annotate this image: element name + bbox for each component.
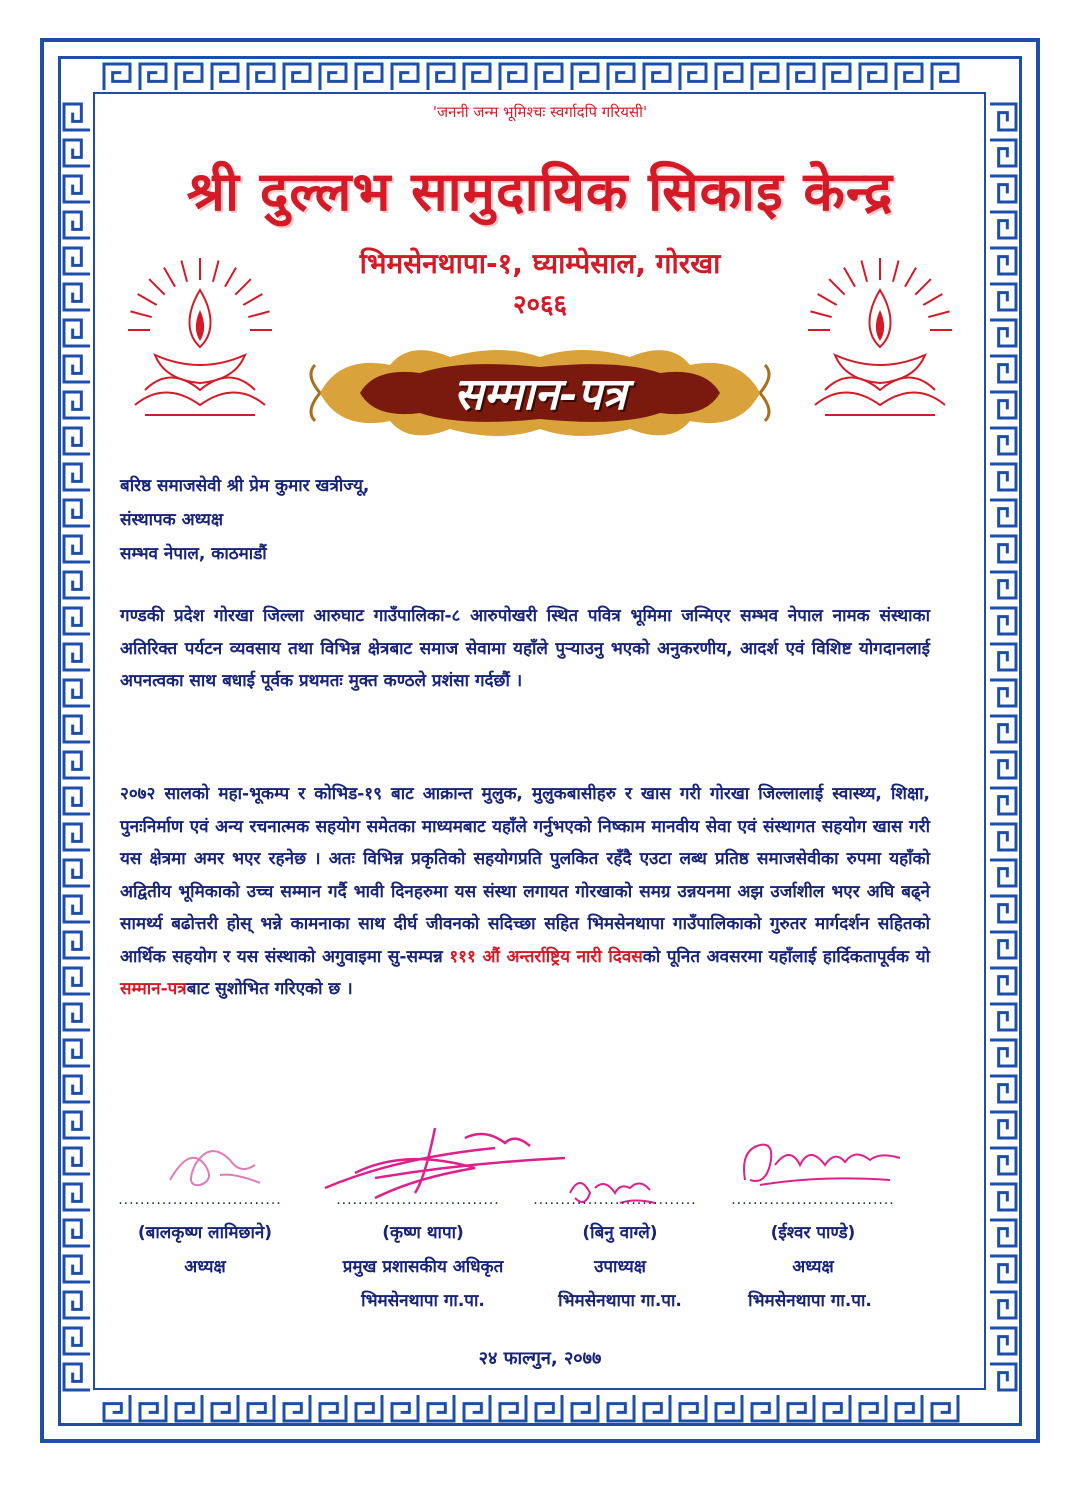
paragraph-text: को पूनित अवसरमा यहाँलाई हार्दिकतापूर्वक यो: [642, 946, 930, 967]
signatory-role: अध्यक्ष: [792, 1257, 834, 1277]
signatory-name: (ईश्वर पाण्डे): [770, 1223, 856, 1243]
paragraph-text: २०७२ सालको महा-भूकम्प र कोभिड-१९ बाट आक्रान्त मुलुक, मुलुकबासीहरु र खास गरी गोरखा जिल्लालाई स्वास्थ्य, शिक्षा, पुनःनिर्माण एवं अन्य रचनात्मक सहयोग समेतका माध्यमबाट यहाँले गर्नुभएको निष्काम मानवीय सेवा एवं संस्थागत सहयोग खास गरी यस क्षेत्रमा अमर भएर रहनेछ । अतः विभिन्न प्रकृतिको सहयोगप्रति पुलकित रहँदै एउटा लब्ध प्रतिष्ठ समाजसेवीका रुपमा यहाँको अद्वितीय भूमिकाको उच्च सम्मान गर्दै भावी दिनहरुमा यस संस्था लगायत गोरखाको समग्र उन्नयनमा अझ उर्जाशील भएर अघि बढ्ने सामर्थ्य बढोत्तरी होस् भन्ने कामनाका साथ दीर्घ जीवनको सदिच्छा सहित भिमसेनथापा गाउँपालिकाको गुरुतर मार्गदर्शन सहितको आर्थिक सहयोग र यस संस्थाको अगुवाइमा सु-सम्पन्न: [120, 784, 930, 967]
signatory-role: अध्यक्ष: [184, 1257, 226, 1277]
signature-4: [730, 1130, 910, 1200]
signatory-name: (कृष्ण थापा): [382, 1223, 464, 1243]
signatory-role: प्रमुख प्रशासकीय अधिकृत: [342, 1257, 504, 1277]
signatory-role: उपाध्यक्ष: [594, 1257, 646, 1277]
motto: 'जननी जन्म भूमिश्चः स्वर्गादपि गरियसी': [432, 103, 648, 121]
signature-line: ..............................: [533, 1192, 697, 1208]
signatory-organization: भिमसेनथापा गा.पा.: [558, 1291, 682, 1311]
signatory-name: (बालकृष्ण लामिछाने): [137, 1223, 273, 1243]
recipient-title: संस्थापक अध्यक्ष: [120, 510, 224, 530]
signatory-organization: भिमसेनथापा गा.पा.: [361, 1291, 485, 1311]
signatory-name: (बिनु वाग्ले): [582, 1223, 658, 1243]
highlight-certificate: सम्मान-पत्र: [120, 979, 187, 999]
paragraph-text: बाट सुशोभित गरिएको छ ।: [186, 979, 353, 999]
signature-line: ..............................: [336, 1192, 500, 1208]
body-paragraph-2: [120, 778, 930, 1006]
signature-line: ..............................: [731, 1192, 895, 1208]
issue-date: २४ फाल्गुन, २०७७: [478, 1348, 602, 1369]
organization-address: भिमसेनथापा-१, घ्याम्पेसाल, गोरखा: [359, 247, 721, 280]
signature-1: [160, 1135, 280, 1195]
established-year: २०६६: [512, 290, 568, 320]
signatory-organization: भिमसेनथापा गा.पा.: [748, 1291, 872, 1311]
signature-line: ..............................: [118, 1192, 282, 1208]
recipient-organization: सम्भव नेपाल, काठमाडौं: [120, 544, 267, 564]
highlight-womens-day: १११ औं अन्तर्राष्ट्रिय नारी दिवस: [449, 946, 643, 967]
body-paragraph-1: गण्डकी प्रदेश गोरखा जिल्ला आरुघाट गाउँपालिका-८ आरुपोखरी स्थित पवित्र भूमिमा जन्मिएर सम्भव नेपाल नामक संस्थाका अतिरिक्त पर्यटन व्यवसाय तथा विभिन्न क्षेत्रबाट समाज सेवामा यहाँले पुऱ्याउनु भएको अनुकरणीय, आदर्श एवं विशिष्ट योगदानलाई अपनत्वका साथ बधाई पूर्वक प्रथमतः मुक्त कण्ठले प्रशंसा गर्दछौं ।: [120, 606, 930, 691]
organization-title: श्री दुल्लभ सामुदायिक सिकाइ केन्द्र: [186, 160, 894, 223]
recipient-name: बरिष्ठ समाजसेवी श्री प्रेम कुमार खत्रीज्यू,: [120, 476, 370, 496]
certificate-title: सम्मान-पत्र: [453, 369, 627, 420]
